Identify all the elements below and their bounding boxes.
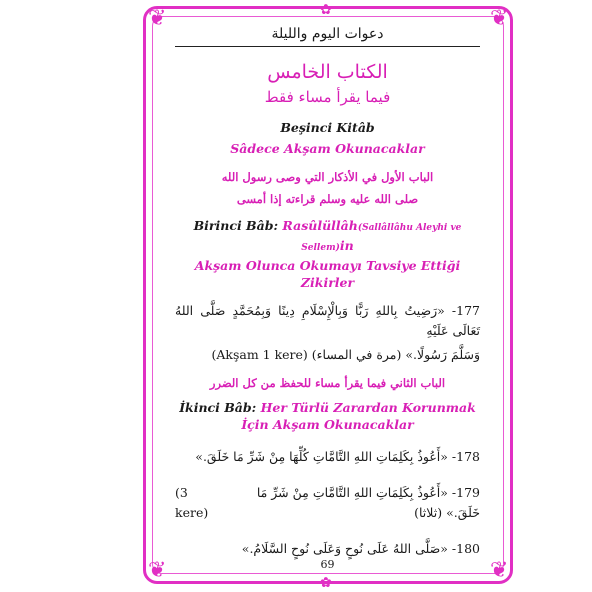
corner-ornament-icon: ❦ xyxy=(490,558,509,583)
chapter1-title-small: (Sallâllâhu Aleyhi ve Sellem) xyxy=(301,223,462,253)
top-ornament-icon: ✿ xyxy=(320,2,332,18)
dhikr-number: 179- xyxy=(451,485,480,500)
corner-ornament-icon: ❦ xyxy=(148,558,167,583)
dhikr-note: (3 kere) xyxy=(175,485,209,520)
chapter1-arabic-line1: الباب الأول في الأذكار التي وصى رسول الله xyxy=(221,170,434,184)
dhikr-number: 177- xyxy=(451,303,480,318)
dhikr-text: «أَعُوذُ بِكَلِمَاتِ اللهِ التَّامَّاتِ مِنْ شَرِّ مَا خَلَقَ.» (ثلاثا) xyxy=(256,485,480,520)
dhikr-text: «رَضِيتُ بِاللهِ رَبًّا وَبِالْإِسْلَامِ دِينًا وَبِمُحَمَّدٍ صَلَّى اللهُ تَعَالَى عَلَيْهِ xyxy=(175,303,480,338)
running-header: دعوات اليوم والليلة xyxy=(175,26,480,47)
corner-ornament-icon: ❦ xyxy=(490,6,509,31)
dhikr-180 xyxy=(175,539,480,559)
dhikr-text: «صَلَّى اللهُ عَلَى نُوحٍ وَعَلَى نُوحٍ السَّلَامُ.» xyxy=(241,541,448,556)
arabic-book-subtitle: فيما يقرأ مساء فقط xyxy=(264,88,391,106)
dhikr-note: (Akşam 1 kere) xyxy=(211,347,308,362)
chapter2-title-line1: Her Türlü Zarardan Korunmak xyxy=(260,400,476,415)
dhikr-text: وَسَلَّمَ رَسُولًا.» (مرة في المساء) xyxy=(311,347,480,362)
chapter1-arabic-line2: صلى الله عليه وسلم قراءته إذا أمسى xyxy=(236,192,419,206)
book-label: Beşinci Kitâb xyxy=(280,120,375,135)
dhikr-text: «أَعُوذُ بِكَلِمَاتِ اللهِ التَّامَّاتِ كُلِّهَا مِنْ شَرِّ مَا خَلَقَ.» xyxy=(195,449,448,464)
book-subtitle: Sâdece Akşam Okunacaklar xyxy=(230,141,425,156)
arabic-book-title: الكتاب الخامس xyxy=(267,61,388,83)
dhikr-number: 178- xyxy=(451,449,480,464)
dhikr-177-line2 xyxy=(175,345,480,365)
dhikr-number: 180- xyxy=(451,541,480,556)
corner-ornament-icon: ❦ xyxy=(148,6,167,31)
chapter2-arabic: الباب الثاني فيما يقرأ مساء للحفظ من كل الضرر xyxy=(209,376,446,390)
chapter1-title-part1: Rasûlüllâh xyxy=(282,218,358,233)
document-page xyxy=(175,26,480,571)
chapter1-label: Birinci Bâb: xyxy=(193,218,279,233)
chapter1-title-part2: in xyxy=(339,238,354,253)
chapter2-label: İkinci Bâb: xyxy=(179,400,257,415)
dhikr-177 xyxy=(175,301,480,341)
chapter1-title-line2: Akşam Olunca Okumayı Tavsiye Ettiği Zikirler xyxy=(194,258,461,290)
bottom-ornament-icon: ✿ xyxy=(320,575,332,591)
dhikr-179 xyxy=(175,483,480,523)
page-number: 69 xyxy=(320,558,335,571)
chapter1-title xyxy=(175,217,480,257)
chapter2-title-line2: İçin Akşam Okunacaklar xyxy=(241,417,414,432)
dhikr-178 xyxy=(175,447,480,467)
chapter2-title xyxy=(175,399,480,416)
